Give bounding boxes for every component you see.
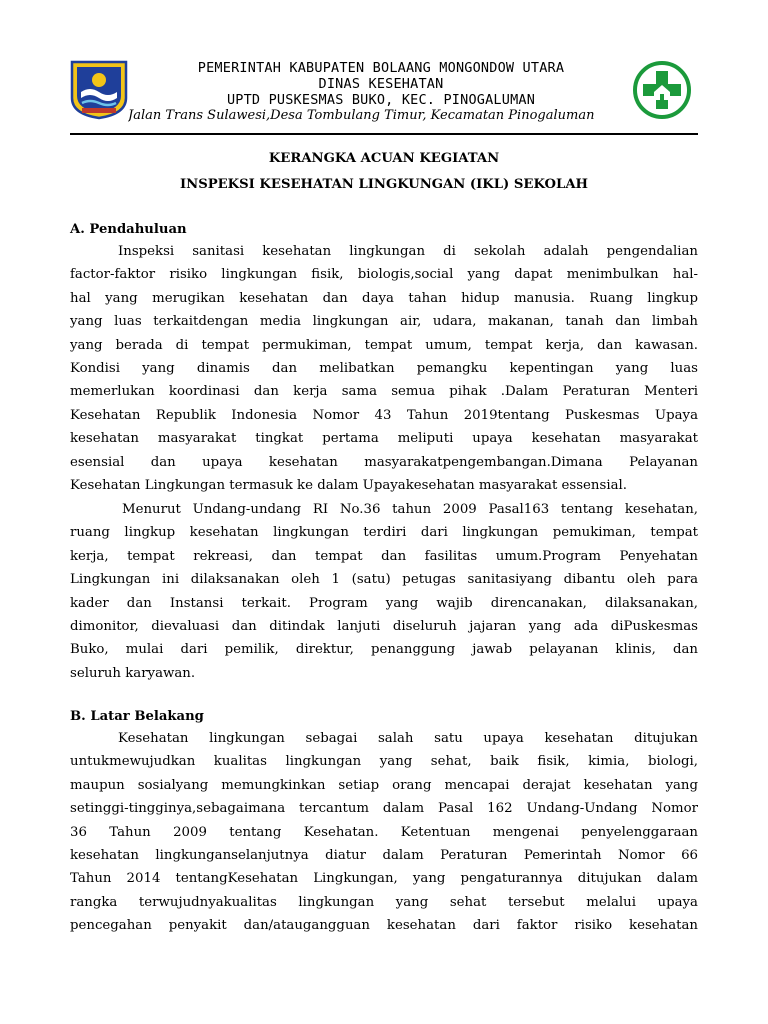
section-a-paragraph-1: [70, 240, 698, 497]
document-title-line2: INSPEKSI KESEHATAN LINGKUNGAN (IKL) SEKOLAH: [179, 177, 589, 192]
text-line: rangka terwujudnyakualitas lingkungan yang sehat tersebut melalui upaya: [70, 894, 698, 910]
letterhead: [128, 60, 628, 124]
text-line: yang luas terkaitdengan media lingkungan air, udara, makanan, tanah dan limbah: [70, 314, 698, 330]
letterhead-line3: UPTD PUSKESMAS BUKO, KEC. PINOGALUMAN: [226, 92, 536, 108]
text-line: untukmewujudkan kualitas lingkungan yang sehat, baik fisik, kimia, biologi,: [70, 754, 698, 770]
text-line: factor-faktor risiko lingkungan fisik, biologis,social yang dapat menimbulkan hal-: [70, 267, 698, 283]
text-line: Kesehatan Republik Indonesia Nomor 43 Tahun 2019tentang Puskesmas Upaya: [70, 407, 698, 423]
text-line: memerlukan koordinasi dan kerja sama semua pihak .Dalam Peraturan Menteri: [70, 384, 698, 400]
text-line: kader dan Instansi terkait. Program yang wajib direncanakan, dilaksanakan,: [70, 595, 698, 611]
text-line: Kondisi yang dinamis dan melibatkan pemangku kepentingan yang luas: [70, 361, 698, 377]
text-line: Inspeksi sanitasi kesehatan lingkungan di sekolah adalah pengendalian: [118, 244, 698, 259]
section-b-heading: B. Latar Belakang: [70, 709, 204, 724]
text-line: Buko, mulai dari pemilik, direktur, penanggung jawab pelayanan klinis, dan: [70, 642, 698, 658]
text-line: kesehatan masyarakat tingkat pertama meliputi upaya kesehatan masyarakat: [70, 431, 698, 447]
text-line: kesehatan lingkunganselanjutnya diatur dalam Peraturan Pemerintah Nomor 66: [70, 848, 698, 864]
text-line: Kesehatan Lingkungan termasuk ke dalam Upayakesehatan masyarakat essensial.: [70, 478, 627, 494]
letterhead-divider: [70, 133, 698, 135]
text-line: maupun sosialyang memungkinkan setiap orang mencapai derajat kesehatan yang: [70, 777, 698, 793]
text-line: Tahun 2014 tentangKesehatan Lingkungan, yang pengaturannya ditujukan dalam: [70, 871, 698, 887]
text-line: Lingkungan ini dilaksanakan oleh 1 (satu) petugas sanitasiyang dibantu oleh para: [70, 572, 698, 588]
section-a-paragraph-2: [70, 498, 698, 685]
text-line: hal yang merugikan kesehatan dan daya tahan hidup manusia. Ruang lingkup: [70, 290, 698, 306]
text-line: 36 Tahun 2009 tentang Kesehatan. Ketentuan mengenai penyelenggaraan: [70, 824, 698, 840]
health-cross-emblem-icon: [632, 60, 692, 120]
letterhead-address: Jalan Trans Sulawesi,Desa Tombulang Timur, Kecamatan Pinogaluman: [128, 108, 595, 123]
text-line: ruang lingkup kesehatan lingkungan terdiri dari lingkungan pemukiman, tempat: [70, 525, 698, 541]
text-line: esensial dan upaya kesehatan masyarakatpengembangan.Dimana Pelayanan: [70, 454, 698, 470]
text-line: pencegahan penyakit dan/ataugangguan kesehatan dari faktor risiko kesehatan: [70, 918, 698, 934]
regency-crest-icon: [68, 58, 130, 120]
text-line: yang berada di tempat permukiman, tempat umum, tempat kerja, dan kawasan.: [70, 337, 698, 353]
text-line: setinggi-tingginya,sebagaimana tercantum dalam Pasal 162 Undang-Undang Nomor: [70, 801, 698, 817]
text-line: Menurut Undang-undang RI No.36 tahun 2009 Pasal163 tentang kesehatan,: [122, 502, 698, 517]
letterhead-line1: PEMERINTAH KABUPATEN BOLAANG MONGONDOW UTARA: [197, 60, 565, 76]
section-b-paragraph-1: [70, 727, 698, 938]
text-line: seluruh karyawan.: [70, 665, 196, 681]
document-title-line1: KERANGKA ACUAN KEGIATAN: [268, 151, 500, 166]
text-line: kerja, tempat rekreasi, dan tempat dan fasilitas umum.Program Penyehatan: [70, 548, 698, 564]
text-line: Kesehatan lingkungan sebagai salah satu upaya kesehatan ditujukan: [118, 731, 698, 746]
section-a-heading: A. Pendahuluan: [70, 222, 187, 237]
letterhead-line2: DINAS KESEHATAN: [318, 76, 444, 92]
text-line: dimonitor, dievaluasi dan ditindak lanjuti diseluruh jajaran yang ada diPuskesmas: [70, 619, 698, 635]
